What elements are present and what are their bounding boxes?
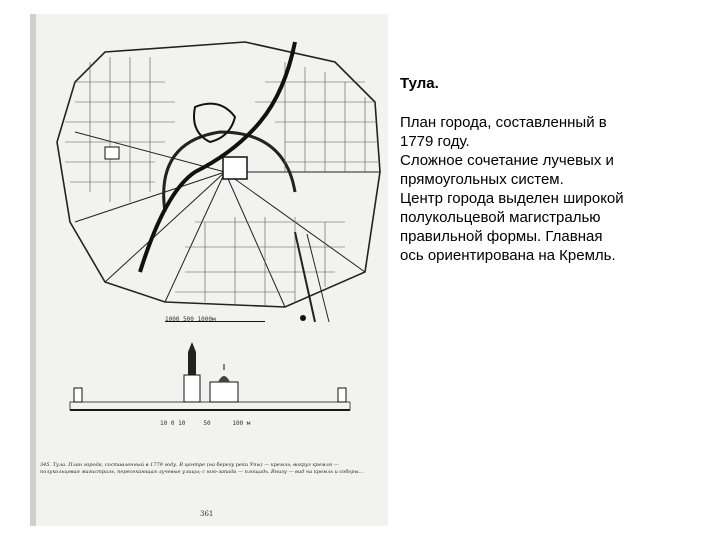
description-line: прямоугольных систем. — [400, 171, 564, 188]
elevation-scale-labels: 10 0 10 50 100 м — [160, 420, 251, 427]
description-line: План города, составленный в — [400, 114, 607, 131]
city-plan-map — [45, 22, 385, 322]
description-line: 1779 году. — [400, 133, 470, 150]
page-number: 361 — [200, 510, 214, 518]
slide-title: Тула. — [400, 75, 439, 92]
slide-text-panel — [400, 74, 700, 265]
description-line: полукольцевой магистралью — [400, 209, 601, 226]
description-line: Центр города выделен широкой — [400, 190, 624, 207]
description-line: Сложное сочетание лучевых и — [400, 152, 614, 169]
description-line: ось ориентирована на Кремль. — [400, 247, 616, 264]
scan-binding-edge — [30, 14, 36, 526]
book-caption: 345. Тула. План города, составленный в 1779 году. В центре (на берегу реки Упы) — кремль; вокруг кремля — полукольцевая магистраль, пересекающая лучевые улицы; с юго-запада — площадь. Внизу — вид на кремль и соборы... — [40, 462, 364, 476]
description-line: правильной формы. Главная — [400, 228, 603, 245]
map-scale-labels: 1000 500 1000м — [165, 316, 216, 323]
